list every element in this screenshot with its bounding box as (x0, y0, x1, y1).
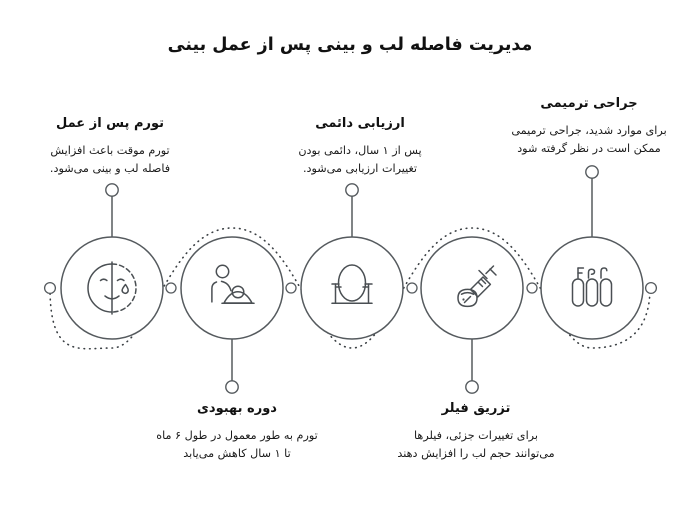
connector-node-3 (407, 283, 417, 293)
stem-marker-1 (106, 184, 118, 196)
step-body-4-line-2: می‌توانند حجم لب را افزایش دهند (397, 446, 555, 460)
step-circles (61, 237, 643, 339)
step-text-post-op-swelling (0, 115, 228, 178)
step-circle-3[interactable] (301, 237, 403, 339)
step-heading-3: ارزیابی دائمی (315, 116, 405, 131)
step-circle-5[interactable] (541, 237, 643, 339)
step-body-3-line-1: پس از ۱ سال، دائمی بودن (298, 143, 422, 157)
step-body-1-line-1: تورم موقت باعث افزایش (50, 143, 170, 157)
connector-node-start (45, 283, 56, 294)
step-circle-2[interactable] (181, 237, 283, 339)
step-heading-1: تورم پس از عمل (55, 116, 165, 131)
connector-node-end (646, 283, 657, 294)
connector-node-1 (166, 283, 176, 293)
step-body-2-line-1: تورم به طور معمول در طول ۶ ماه (156, 428, 318, 442)
step-body-1-line-2: فاصله لب و بینی می‌شود. (49, 161, 171, 175)
step-body-4-line-1: برای تغییرات جزئی، فیلرها (414, 428, 538, 442)
stem-marker-4 (466, 381, 478, 393)
step-text-filler-injection (355, 400, 597, 463)
connector-node-2 (286, 283, 296, 293)
stem-marker-3 (346, 184, 358, 196)
stem-marker-2 (226, 381, 238, 393)
step-text-permanent-assessment (241, 115, 479, 178)
step-body-2-line-2: تا ۱ سال کاهش می‌یابد (183, 446, 291, 460)
step-body-5-line-2: ممکن است در نظر گرفته شود (517, 141, 661, 155)
step-heading-5: جراحی ترمیمی (540, 96, 638, 111)
step-text-recovery-period (118, 400, 356, 463)
connector-node-4 (527, 283, 537, 293)
page-title: مدیریت فاصله لب و بینی پس از عمل بینی (167, 35, 533, 55)
step-heading-2: دوره بهبودی (197, 401, 277, 416)
step-heading-4: تزریق فیلر (441, 401, 511, 416)
step-body-3-line-2: تغییرات ارزیابی می‌شود. (302, 161, 418, 175)
step-text-revision-surgery (470, 95, 700, 158)
step-body-5-line-1: برای موارد شدید، جراحی ترمیمی (511, 123, 667, 137)
stem-marker-5 (586, 166, 598, 178)
